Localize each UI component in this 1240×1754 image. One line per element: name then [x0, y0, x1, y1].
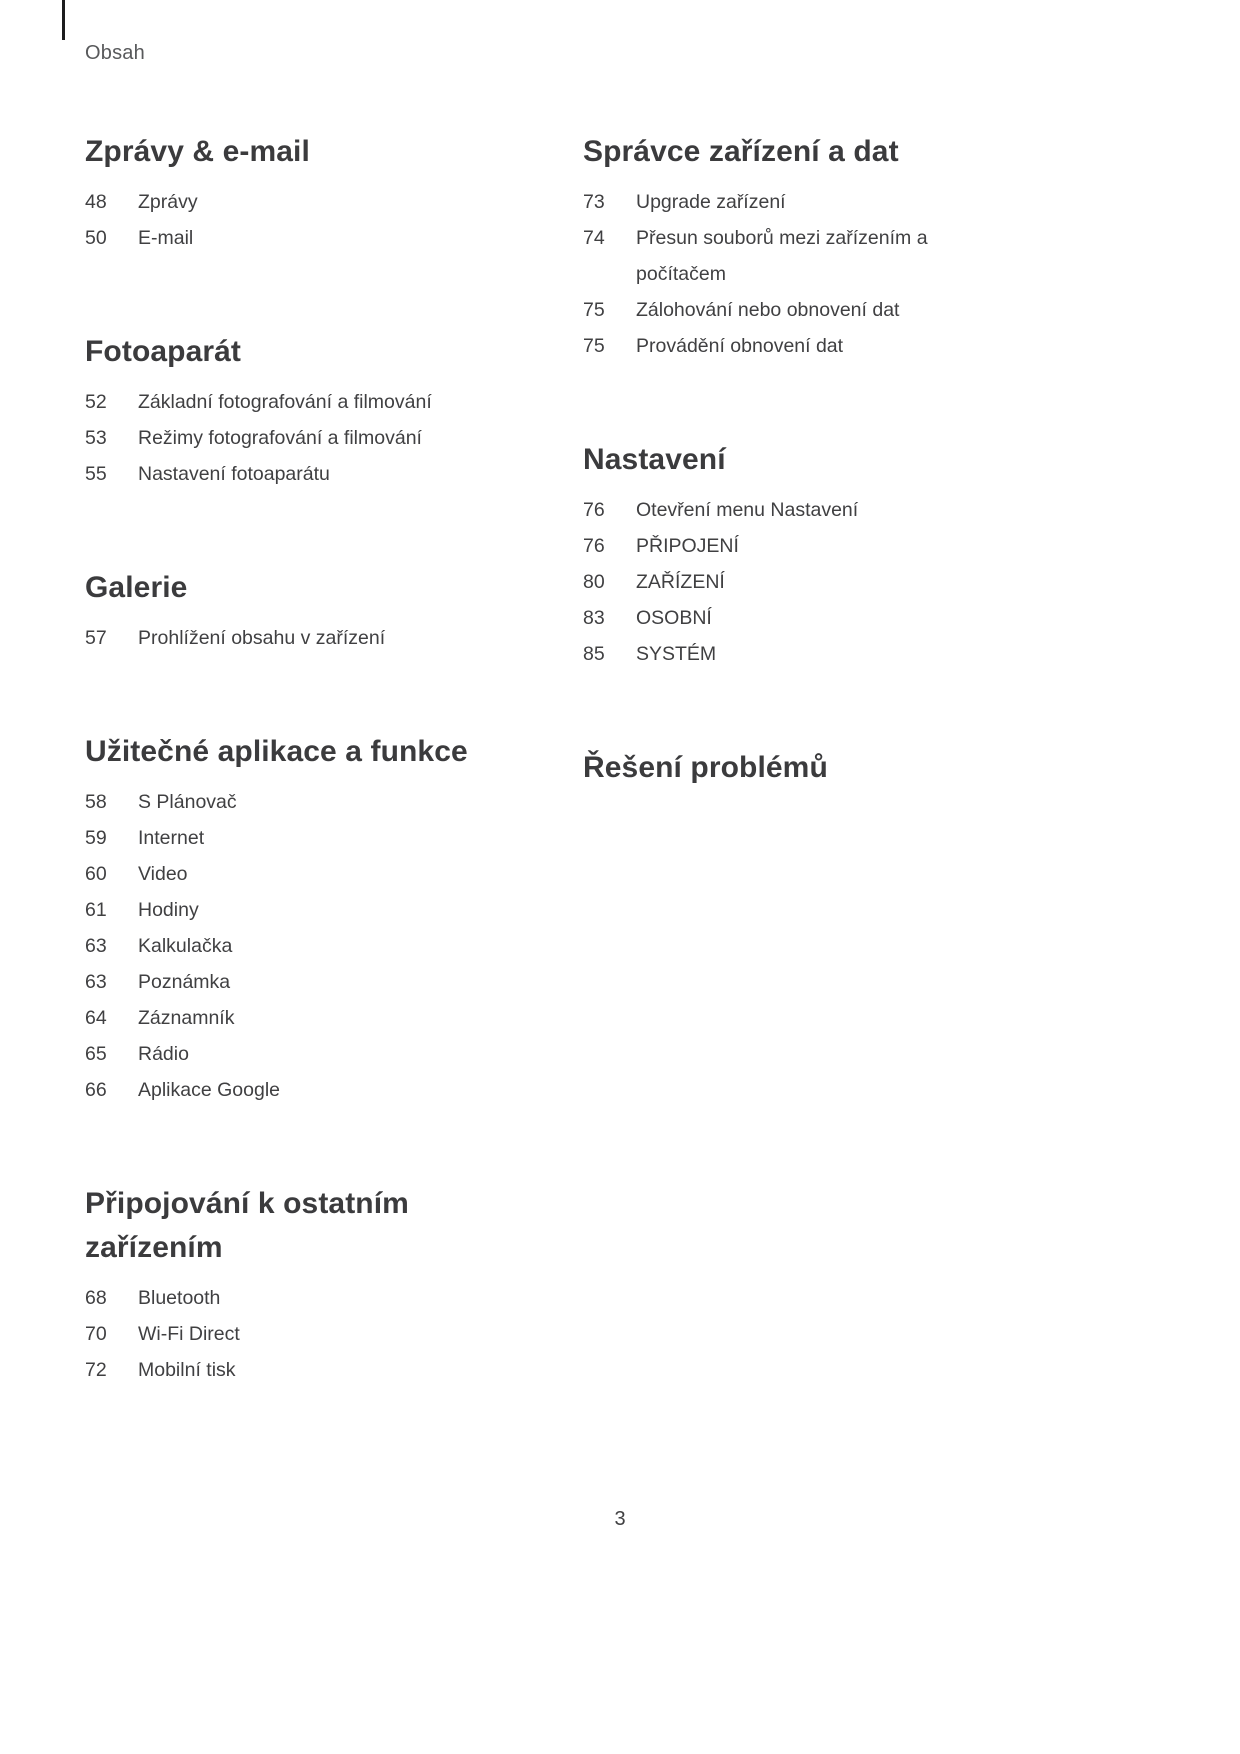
entry-page-number: 73	[583, 191, 605, 213]
entry-label: OSOBNÍ	[636, 607, 712, 629]
toc-entry	[85, 384, 545, 420]
entry-label: Záznamník	[138, 1007, 235, 1029]
entry-page-number: 60	[85, 863, 107, 885]
entry-label: Kalkulačka	[138, 935, 233, 957]
section-title: Fotoaparát	[85, 335, 242, 368]
toc-entry	[85, 184, 545, 220]
entry-page-number: 70	[85, 1323, 107, 1345]
entry-page-number: 53	[85, 427, 107, 449]
toc-entry	[583, 564, 973, 600]
toc-entry	[85, 220, 545, 256]
entry-label: Otevření menu Nastavení	[636, 499, 859, 521]
entry-page-number: 50	[85, 227, 107, 249]
entry-label: Bluetooth	[138, 1287, 221, 1309]
toc-entry	[583, 492, 973, 528]
entry-label: E-mail	[138, 227, 194, 249]
entry-page-number: 68	[85, 1287, 107, 1309]
corner-rule-line	[62, 0, 65, 40]
entry-label: Prohlížení obsahu v zařízení	[138, 627, 386, 649]
entry-page-number: 74	[583, 227, 605, 249]
entry-page-number: 61	[85, 899, 107, 921]
toc-entry	[85, 620, 545, 656]
entry-page-number: 76	[583, 499, 605, 521]
entry-label: Poznámka	[138, 971, 231, 993]
toc-entry	[85, 820, 545, 856]
toc-entry	[583, 220, 973, 292]
entry-label: Hodiny	[138, 899, 199, 921]
entry-label: Provádění obnovení dat	[636, 335, 844, 357]
toc-entry	[85, 1352, 545, 1388]
entry-page-number: 55	[85, 463, 107, 485]
toc-entry	[85, 964, 545, 1000]
entry-page-number: 63	[85, 971, 107, 993]
entry-page-number: 52	[85, 391, 107, 413]
toc-entry	[583, 292, 973, 328]
toc-entry	[583, 184, 973, 220]
toc-section	[583, 746, 973, 790]
entry-label: SYSTÉM	[636, 643, 717, 665]
toc-entry	[85, 784, 545, 820]
entry-page-number: 48	[85, 191, 107, 213]
entry-label: Režimy fotografování a filmování	[138, 427, 422, 449]
entry-page-number: 64	[85, 1007, 107, 1029]
section-title: Nastavení	[583, 443, 726, 476]
toc-entry	[85, 856, 545, 892]
toc-entry	[85, 1000, 545, 1036]
section-title: Připojování k ostatním zařízením	[85, 1187, 409, 1264]
entry-label: Nastavení fotoaparátu	[138, 463, 330, 485]
entry-page-number: 57	[85, 627, 107, 649]
section-title: Zprávy & e-mail	[85, 135, 310, 168]
toc-column-left	[85, 130, 545, 1388]
toc-entry	[583, 600, 973, 636]
entry-page-number: 63	[85, 935, 107, 957]
entry-page-number: 59	[85, 827, 107, 849]
entry-label: Rádio	[138, 1043, 189, 1065]
entry-page-number: 83	[583, 607, 605, 629]
toc-section	[583, 130, 973, 364]
toc-entry	[85, 1280, 545, 1316]
toc-entry	[85, 892, 545, 928]
toc-section	[85, 566, 545, 656]
toc-column-right	[583, 130, 973, 800]
entry-label: Aplikace Google	[138, 1079, 281, 1101]
entry-label: Zprávy	[138, 191, 198, 213]
entry-label: Internet	[138, 827, 205, 849]
entry-label: Zálohování nebo obnovení dat	[636, 299, 900, 321]
entry-page-number: 66	[85, 1079, 107, 1101]
section-title: Galerie	[85, 571, 188, 604]
entry-page-number: 75	[583, 335, 605, 357]
toc-entry	[85, 1072, 545, 1108]
entry-label: Základní fotografování a filmování	[138, 391, 432, 413]
entry-page-number: 80	[583, 571, 605, 593]
entry-page-number: 65	[85, 1043, 107, 1065]
entry-label: Wi-Fi Direct	[138, 1323, 240, 1345]
toc-entry	[583, 328, 973, 364]
section-title: Řešení problémů	[583, 751, 828, 784]
entry-label: S Plánovač	[138, 791, 237, 813]
toc-section	[85, 330, 545, 492]
entry-page-number: 58	[85, 791, 107, 813]
toc-entry	[583, 528, 973, 564]
section-title: Užitečné aplikace a funkce	[85, 735, 468, 768]
toc-entry	[85, 1316, 545, 1352]
toc-entry	[85, 456, 545, 492]
toc-content	[85, 130, 1155, 1388]
entry-label: Video	[138, 863, 188, 885]
entry-label: Mobilní tisk	[138, 1359, 236, 1381]
entry-label: Upgrade zařízení	[636, 191, 786, 213]
section-title: Správce zařízení a dat	[583, 135, 899, 168]
running-header: Obsah	[85, 42, 145, 64]
toc-entry	[85, 1036, 545, 1072]
toc-entry	[85, 928, 545, 964]
entry-label: ZAŘÍZENÍ	[636, 571, 725, 593]
page-number: 3	[614, 1508, 626, 1530]
toc-section	[85, 1182, 545, 1388]
entry-page-number: 76	[583, 535, 605, 557]
toc-section	[85, 130, 545, 256]
toc-entry	[85, 420, 545, 456]
toc-section	[583, 438, 973, 672]
toc-entry	[583, 636, 973, 672]
entry-label: PŘIPOJENÍ	[636, 535, 739, 557]
entry-page-number: 72	[85, 1359, 107, 1381]
entry-label: Přesun souborů mezi zařízením a počítačem	[636, 227, 928, 285]
toc-section	[85, 730, 545, 1108]
entry-page-number: 85	[583, 643, 605, 665]
entry-page-number: 75	[583, 299, 605, 321]
